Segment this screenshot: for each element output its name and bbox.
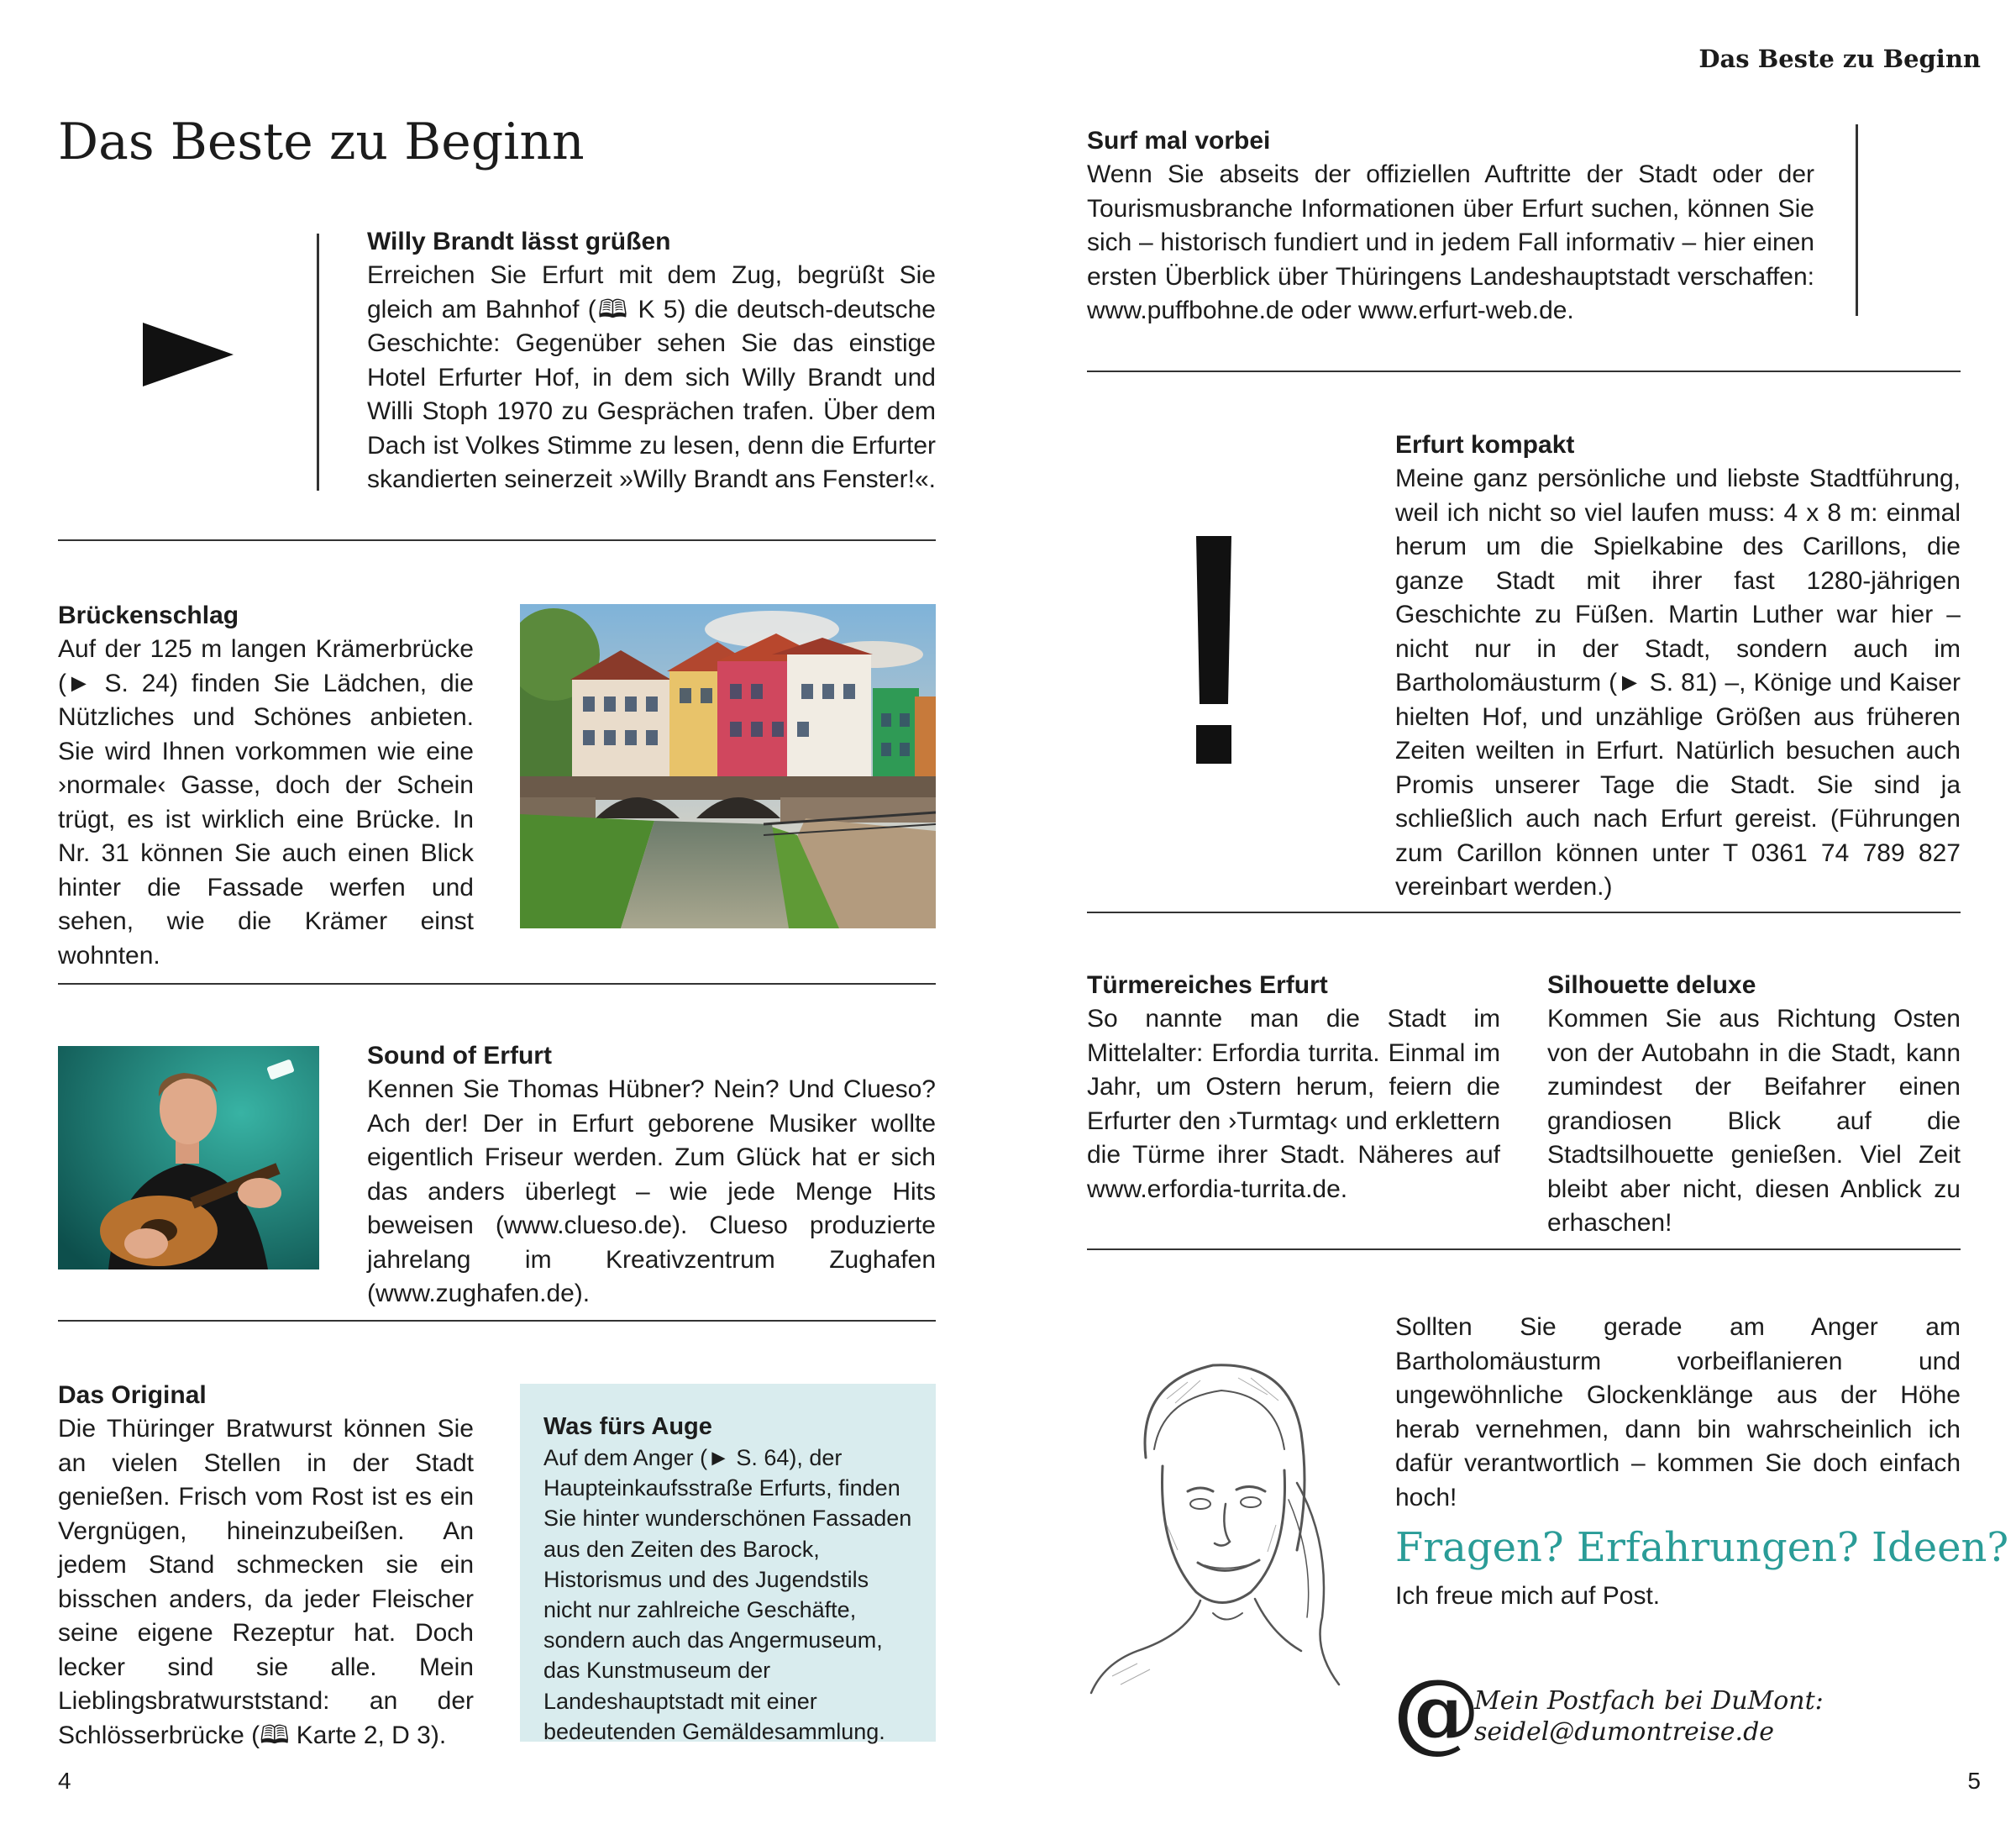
section-title: Erfurt kompakt — [1395, 431, 1575, 459]
divider — [1087, 912, 1961, 913]
section-title: Silhouette deluxe — [1547, 971, 1756, 999]
section-title: Das Original — [58, 1381, 207, 1409]
contact-post-line: Ich freue mich auf Post. — [1395, 1582, 1661, 1610]
section-body: So nannte man die Stadt im Mittelalter: Erfordia turrita. Einmal im Jahr, um Ostern herum, feiern die Erfurter den ›Turmtag‹ und erklettern die Türme ihrer Stadt. Näheres auf www.erfordia-turrita.de. — [1087, 1005, 1500, 1203]
tip-das-original — [58, 1379, 474, 1753]
contact-question: Fragen? Erfahrungen? Ideen? — [1395, 1524, 2009, 1571]
tip-erfurt-kompakt — [1395, 428, 1961, 905]
tip-box-was-fuers-auge — [520, 1384, 936, 1742]
section-body: Kennen Sie Thomas Hübner? Nein? Und Clueso? Ach der! Der in Erfurt geborene Musiker wollte eigentlich Friseur werden. Zum Glück hat er sich das anders überlegt – wie jede Menge Hits beweisen (www.clueso.de). Clueso produzierte jahrelang im Kreativzentrum Zughafen (www.zughafen.de). — [367, 1075, 936, 1307]
tip-box-body: Auf dem Anger (► S. 64), der Haupteinkaufsstraße Erfurts, finden Sie hinter wunderschönen Fassaden aus den Zeiten des Barock, Historismus und des Jugendstils nicht nur zahlreiche Geschäfte, sondern auch das Angermuseum, das Kunstmuseum der Landeshauptstadt mit einer bedeutenden Gemäldesammlung. — [543, 1445, 912, 1744]
at-sign-icon: @ — [1393, 1659, 1480, 1763]
section-body: Erreichen Sie Erfurt mit dem Zug, begrüßt Sie gleich am Bahnhof (🕮 K 5) die deutsch-deutsche Geschichte: Gegenüber sehen Sie das einstige Hotel Erfurter Hof, in dem sich Willy Brandt und Willi Stoph 1970 zu Gesprächen trafen. Über dem Dach ist Volkes Stimme zu lesen, denn die Erfurter skandierten seinerzeit »Willy Brandt ans Fenster!«. — [367, 261, 936, 493]
divider — [58, 539, 936, 541]
divider — [1087, 371, 1961, 372]
author-text: Sollten Sie gerade am Anger am Bartholomäusturm vorbeiflanieren und ungewöhnliche Glockenklänge aus der Höhe herab vernehmen, dann bin wahrscheinlich ich dafür verantwortlich – kommen Sie doch einfach hoch! — [1395, 1313, 1961, 1511]
exclamation-icon — [1196, 536, 1231, 765]
author-note — [1395, 1311, 1961, 1515]
vertical-divider — [317, 234, 319, 491]
play-arrow-icon — [143, 323, 234, 386]
tip-willy-brandt — [367, 225, 936, 497]
page-number-left: 4 — [58, 1768, 71, 1794]
tip-box-title: Was fürs Auge — [543, 1413, 712, 1440]
running-head: Das Beste zu Beginn — [1698, 45, 1981, 73]
tip-brueckenschlag — [58, 599, 474, 973]
section-title: Surf mal vorbei — [1087, 127, 1271, 155]
tip-surf-mal-vorbei — [1087, 124, 1814, 329]
divider — [58, 1320, 936, 1322]
tip-silhouette-deluxe — [1547, 969, 1961, 1241]
vertical-divider — [1856, 124, 1858, 316]
divider — [1087, 1248, 1961, 1250]
tip-sound-of-erfurt — [367, 1039, 936, 1311]
section-body: Kommen Sie aus Richtung Osten von der Autobahn in die Stadt, kann zumindest der Beifahrer einen grandiosen Blick auf die Stadtsilhouette genießen. Viel Zeit bleibt aber nicht, diesen Anblick zu erhaschen! — [1547, 1005, 1961, 1237]
kraemerbruecke-photo — [520, 604, 936, 928]
section-body: Wenn Sie abseits der offiziellen Auftritte der Stadt oder der Tourismusbranche Informationen über Erfurt suchen, können Sie sich – historisch fundiert und in jedem Fall informativ – hier einen ersten Überblick über Thüringens Landeshauptstadt verschaffen: www.puffbohne.de oder www.erfurt-web.de. — [1087, 160, 1814, 324]
mailbox-label: Mein Postfach bei DuMont: — [1474, 1686, 1824, 1716]
author-portrait-sketch — [1087, 1332, 1356, 1710]
page-number-right: 5 — [1967, 1768, 1981, 1794]
divider — [58, 983, 936, 985]
section-body: Die Thüringer Bratwurst können Sie an vielen Stellen in der Stadt genießen. Frisch vom Rost ist es ein Vergnügen, hineinzubeißen. An jedem Stand schmecken sie ein bisschen anders, da jeder Fleischer seine eigene Rezeptur hat. Doch lecker sind sie alle. Mein Lieblingsbratwurststand: an der Schlösserbrücke (🕮 Karte 2, D 3). — [58, 1415, 474, 1749]
section-body: Meine ganz persönliche und liebste Stadtführung, weil ich nicht so viel laufen muss: 4 x 8 m: einmal herum um die Spielkabine des Carillons, die ganze Stadt mit ihrer fast 1280-jährigen Geschichte zu Füßen. Martin Luther war hier – nicht nur in der Stadt, sondern auch im Bartholomäusturm (► S. 81) –, Könige und Kaiser hielten Hof, und unzählige Größen aus früheren Zeiten weilten in Erfurt. Natürlich besuchen auch Promis unserer Tage die Stadt. Sie sind ja schließlich auch nach Erfurt gereist. (Führungen zum Carillon können unter T 0361 74 789 827 vereinbart werden.) — [1395, 465, 1961, 901]
clueso-concert-photo — [58, 1046, 319, 1269]
section-body: Auf der 125 m langen Krämerbrücke (► S. 24) finden Sie Lädchen, die Nützliches und Schönes anbieten. Sie wird Ihnen vorkommen wie eine ›normale‹ Gasse, doch der Schein trügt, es ist wirklich eine Brücke. In Nr. 31 können Sie auch einen Blick hinter die Fassade werfen und sehen, wie die Krämer einst wohnten. — [58, 635, 474, 970]
tip-tuermereiches-erfurt — [1087, 969, 1500, 1206]
section-title: Willy Brandt lässt grüßen — [367, 228, 671, 255]
section-title: Brückenschlag — [58, 602, 239, 629]
author-email[interactable]: seidel@dumontreise.de — [1474, 1717, 1775, 1747]
page-title: Das Beste zu Beginn — [58, 113, 585, 171]
section-title: Türmereiches Erfurt — [1087, 971, 1328, 999]
section-title: Sound of Erfurt — [367, 1042, 552, 1070]
